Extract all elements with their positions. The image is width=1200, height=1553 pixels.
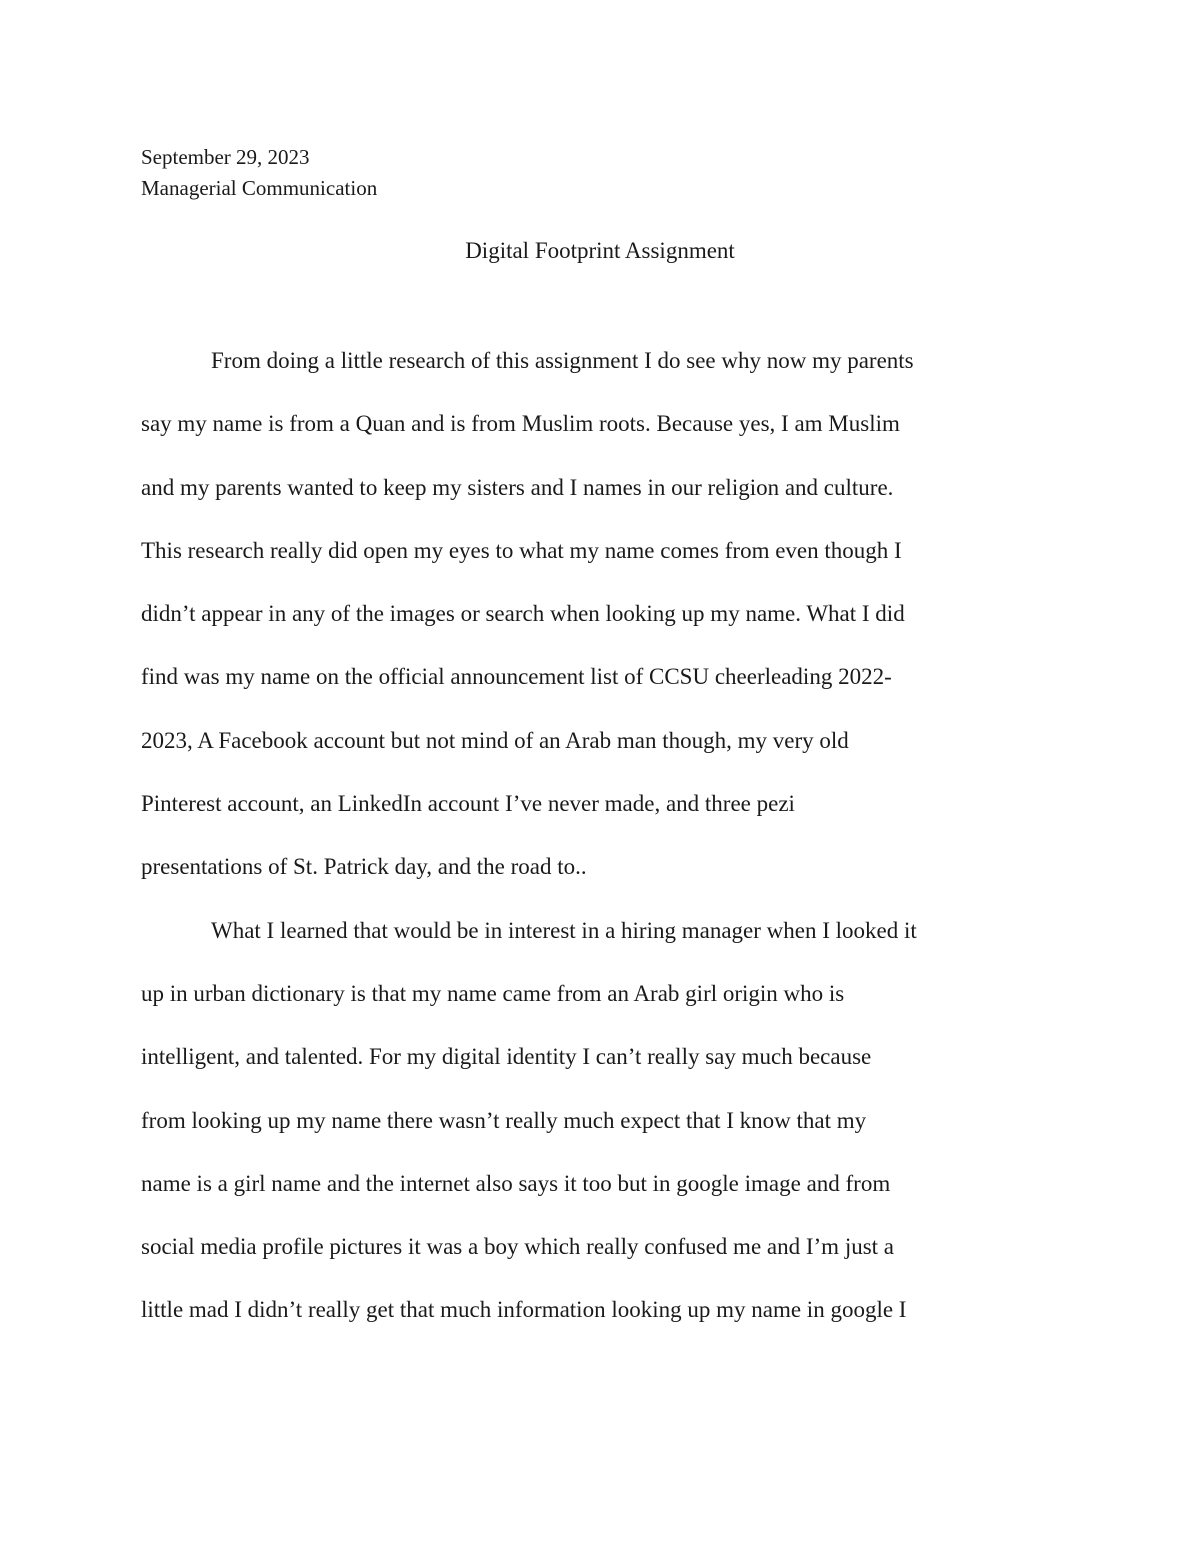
text-line: little mad I didn’t really get that much information looking up my name in google I xyxy=(141,1297,907,1323)
text-line: presentations of St. Patrick day, and the road to.. xyxy=(141,854,587,880)
text-line: From doing a little research of this assignment I do see why now my parents xyxy=(211,348,914,373)
text-line: didn’t appear in any of the images or search when looking up my name. What I did xyxy=(141,601,905,627)
page-title: Digital Footprint Assignment xyxy=(465,238,735,263)
text-line: up in urban dictionary is that my name came from an Arab girl origin who is xyxy=(141,980,845,1006)
text-line: say my name is from a Quan and is from Muslim roots. Because yes, I am Muslim xyxy=(141,411,900,437)
paragraph-2 xyxy=(141,899,1061,1342)
text-line: name is a girl name and the internet also says it too but in google image and from xyxy=(141,1170,891,1196)
document-body xyxy=(141,329,1061,1342)
text-line: intelligent, and talented. For my digital identity I can’t really say much because xyxy=(141,1044,872,1070)
text-line: from looking up my name there wasn’t really much expect that I know that my xyxy=(141,1107,867,1133)
text-line: social media profile pictures it was a boy which really confused me and I’m just a xyxy=(141,1234,895,1260)
header-course: Managerial Communication xyxy=(141,176,378,200)
text-line: What I learned that would be in interest in a hiring manager when I looked it xyxy=(211,917,917,943)
text-line: find was my name on the official announcement list of CCSU cheerleading 2022- xyxy=(141,664,892,690)
text-line: and my parents wanted to keep my sisters and I names in our religion and culture. xyxy=(141,474,894,500)
paragraph-1 xyxy=(141,329,1061,899)
text-line: This research really did open my eyes to what my name comes from even though I xyxy=(141,537,902,563)
text-line: 2023, A Facebook account but not mind of an Arab man though, my very old xyxy=(141,727,849,753)
header-date: September 29, 2023 xyxy=(141,145,310,169)
header-block xyxy=(141,142,741,204)
text-line: Pinterest account, an LinkedIn account I’ve never made, and three pezi xyxy=(141,791,795,817)
